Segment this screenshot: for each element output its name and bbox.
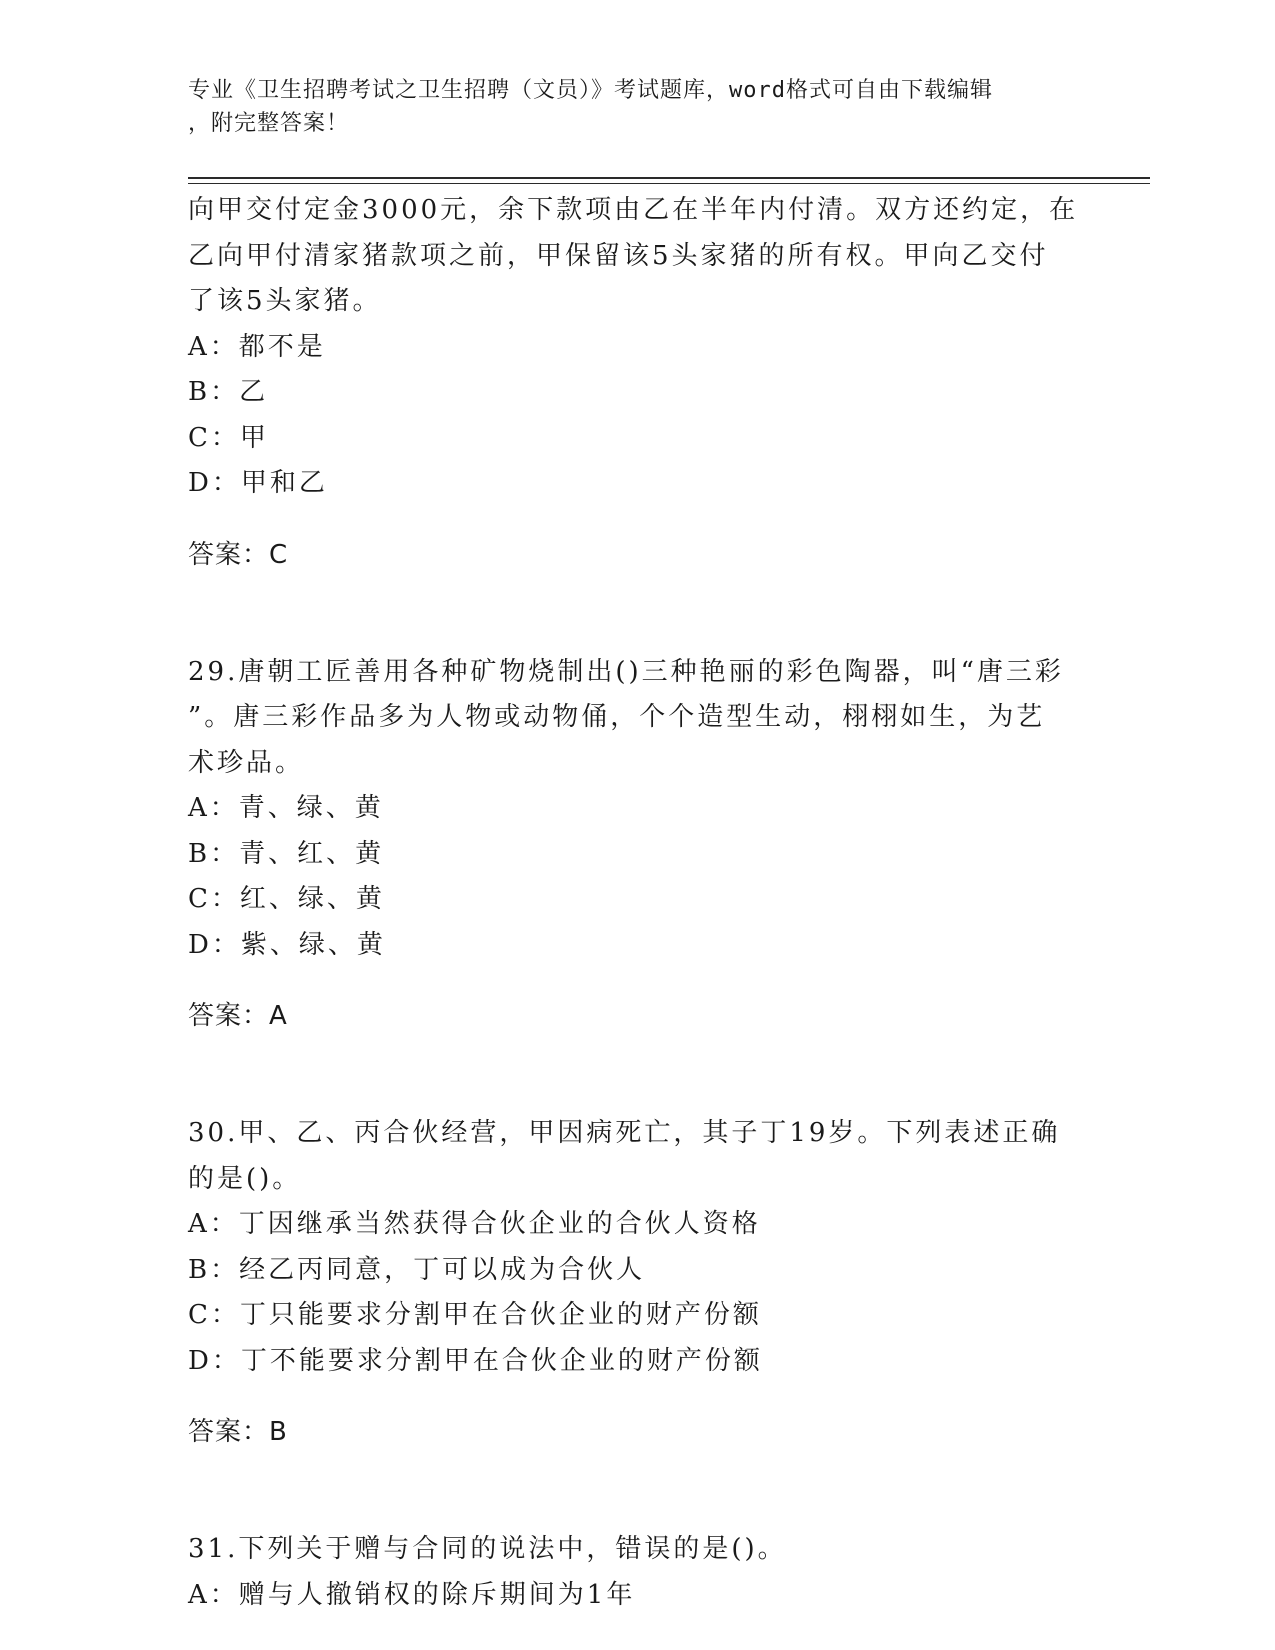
question-29-option-c: C：红、绿、黄 (188, 884, 385, 914)
spacer (188, 604, 1088, 650)
question-29-text-line-3: 术珍品。 (188, 747, 305, 778)
question-30-answer: 答案：B (188, 1417, 288, 1447)
question-28-text-line-3: 了该5头家猪。 (188, 286, 382, 316)
question-29-option-a: A：青、绿、黄 (188, 793, 384, 823)
header-divider-thick (188, 177, 1150, 179)
question-29-text-line-2: ”。唐三彩作品多为人物或动物俑，个个造型生动，栩栩如生，为艺 (188, 702, 1046, 732)
question-28-text-line-2: 乙向甲付清家猪款项之前，甲保留该5头家猪的所有权。甲向乙交付 (188, 240, 1049, 271)
question-30-option-c: C：丁只能要求分割甲在合伙企业的财产份额 (188, 1300, 762, 1330)
question-31-text-line-1: 31.下列关于赠与合同的说法中，错误的是()。 (188, 1534, 787, 1564)
question-29-option-d: D：紫、绿、黄 (188, 929, 386, 960)
question-30-text-line-1: 30.甲、乙、丙合伙经营，甲因病死亡，其子丁19岁。下列表述正确 (188, 1118, 1061, 1148)
question-29-answer: 答案：A (188, 1001, 288, 1031)
spacer (188, 1482, 1088, 1528)
question-30-option-a: A：丁因继承当然获得合伙企业的合伙人资格 (188, 1209, 761, 1239)
question-30 (188, 1111, 1088, 1456)
header-divider-thin (188, 183, 1150, 184)
header-title-line-1: 专业《卫生招聘考试之卫生招聘（文员）》考试题库，word格式可自由下载编辑 (188, 78, 993, 103)
question-28-answer: 答案：C (188, 539, 289, 570)
question-30-text-line-2: 的是()。 (188, 1163, 302, 1194)
question-31-option-a: A：赠与人撤销权的除斥期间为1年 (188, 1579, 636, 1610)
question-28-option-b: B：乙 (188, 377, 269, 407)
spacer (188, 1066, 1088, 1112)
question-28-option-a: A：都不是 (188, 331, 326, 362)
question-29 (188, 650, 1088, 1040)
question-28 (188, 188, 1088, 578)
question-30-option-d: D：丁不能要求分割甲在合伙企业的财产份额 (188, 1345, 763, 1376)
question-31 (188, 1527, 1088, 1618)
question-29-text-line-1: 29.唐朝工匠善用各种矿物烧制出()三种艳丽的彩色陶器，叫“唐三彩 (188, 656, 1064, 687)
question-28-text-line-1: 向甲交付定金3000元，余下款项由乙在半年内付清。双方还约定，在 (188, 195, 1079, 225)
question-30-option-b: B：经乙丙同意，丁可以成为合伙人 (188, 1254, 646, 1285)
header-title-line-2: ，附完整答案！ (188, 111, 350, 136)
question-28-option-d: D：甲和乙 (188, 468, 328, 498)
question-29-option-b: B：青、红、黄 (188, 838, 385, 869)
document-header (188, 74, 1088, 140)
question-28-option-c: C：甲 (188, 422, 269, 453)
question-list (188, 188, 1088, 1618)
